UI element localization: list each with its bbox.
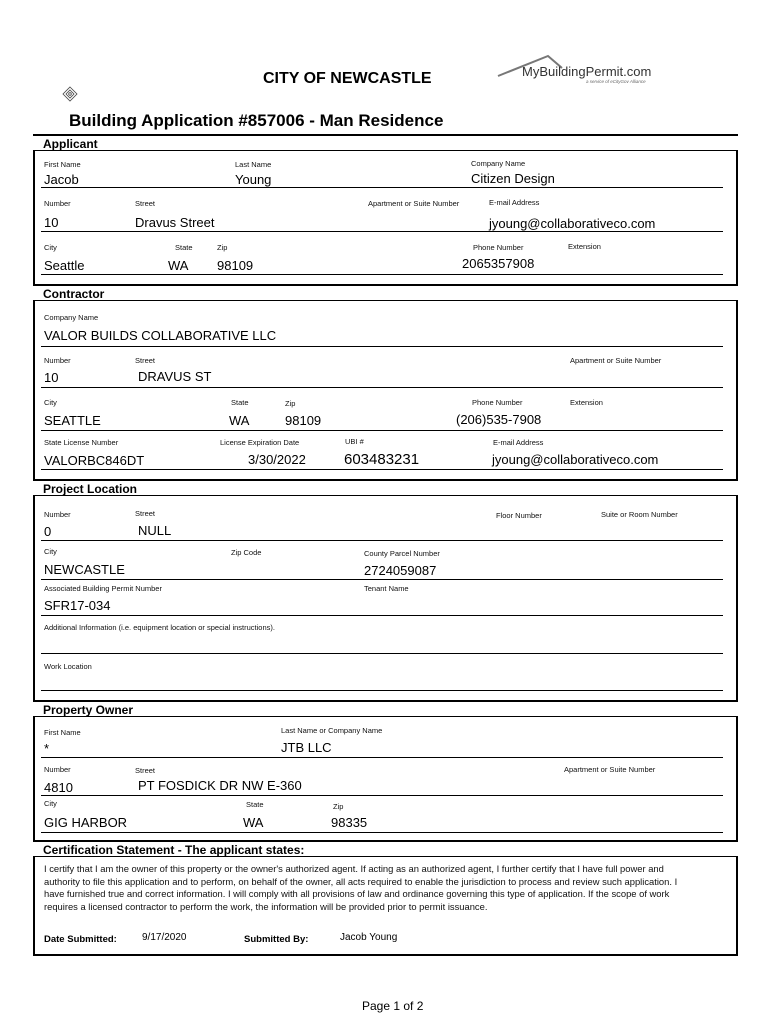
owner-last-name[interactable]: JTB LLC [281, 740, 332, 755]
applicant-phone-label: Phone Number [473, 243, 524, 252]
applicant-number-label: Number [44, 199, 71, 208]
project-permit-label: Associated Building Permit Number [44, 584, 162, 593]
owner-first-name[interactable]: * [44, 741, 50, 756]
contractor-license-label: State License Number [44, 438, 119, 447]
owner-number-label: Number [44, 765, 71, 774]
project-city-label: City [44, 547, 57, 556]
owner-street[interactable]: PT FOSDICK DR NW E-360 [138, 778, 302, 793]
contractor-state-label: State [231, 398, 249, 407]
certification-line: requires a licensed contractor to perform the work, the information will be provided prior to permit issuance. [44, 900, 488, 912]
city-seal-icon [62, 86, 78, 102]
applicant-first-name-label: First Name [44, 160, 81, 169]
owner-state[interactable]: WA [243, 815, 264, 830]
applicant-zip-label: Zip [217, 243, 228, 252]
applicant-apt-label: Apartment or Suite Number [368, 199, 460, 208]
applicant-city[interactable]: Seattle [44, 258, 85, 273]
contractor-expiration-label: License Expiration Date [220, 438, 300, 447]
contractor-email-label: E-mail Address [493, 438, 544, 447]
contractor-zip[interactable]: 98109 [285, 413, 322, 428]
contractor-state[interactable]: WA [229, 413, 250, 428]
project-city[interactable]: NEWCASTLE [44, 562, 125, 577]
page-title: Building Application #857006 - Man Residence [69, 111, 444, 130]
owner-apt-label: Apartment or Suite Number [564, 765, 656, 774]
owner-street-label: Street [135, 766, 156, 775]
owner-last-name-label: Last Name or Company Name [281, 726, 383, 735]
contractor-number-label: Number [44, 356, 71, 365]
contractor-phone-label: Phone Number [472, 398, 523, 407]
submitted-by-label: Submitted By: [244, 934, 309, 945]
project-zip-label: Zip Code [231, 548, 262, 557]
submitted-by[interactable]: Jacob Young [340, 932, 398, 943]
certification-line: I certify that I am the owner of this property or the owner's authorized agent. If acting as an authorized agent, I further certify that I have full power and [44, 863, 664, 874]
contractor-section-header: Contractor [33, 284, 738, 301]
applicant-state[interactable]: WA [168, 258, 189, 273]
logo-text: MyBuildingPermit.com [522, 64, 652, 79]
applicant-last-name[interactable]: Young [235, 172, 272, 187]
contractor-street[interactable]: DRAVUS ST [138, 369, 212, 384]
applicant-last-name-label: Last Name [235, 160, 272, 169]
project-permit[interactable]: SFR17-034 [44, 598, 111, 613]
project-work-label: Work Location [44, 662, 92, 671]
applicant-section-header: Applicant [33, 134, 738, 151]
owner-first-name-label: First Name [44, 728, 81, 737]
contractor-ubi[interactable]: 603483231 [344, 451, 420, 468]
project-tenant-label: Tenant Name [364, 584, 409, 593]
applicant-street-label: Street [135, 199, 156, 208]
project-section-header: Project Location [33, 479, 738, 496]
owner-city-label: City [44, 799, 57, 808]
contractor-city[interactable]: SEATTLE [44, 413, 101, 428]
certification-line: authority to file this application and to perform, on behalf of the owner, all acts required to enable the jurisdiction to process and review such application. I [44, 875, 678, 887]
applicant-city-label: City [44, 243, 57, 252]
mybuildingpermit-logo [488, 54, 656, 88]
contractor-apt-label: Apartment or Suite Number [570, 356, 662, 365]
page-number: Page 1 of 2 [362, 999, 424, 1013]
applicant-company[interactable]: Citizen Design [471, 171, 555, 186]
applicant-number[interactable]: 10 [44, 215, 59, 230]
contractor-number[interactable]: 10 [44, 370, 59, 385]
contractor-license[interactable]: VALORBC846DT [44, 453, 145, 468]
applicant-email[interactable]: jyoung@collaborativeco.com [489, 216, 656, 231]
owner-number[interactable]: 4810 [44, 780, 73, 795]
project-number-label: Number [44, 510, 71, 519]
project-parcel[interactable]: 2724059087 [364, 563, 437, 578]
contractor-street-label: Street [135, 356, 156, 365]
project-suite-label: Suite or Room Number [601, 510, 678, 519]
owner-state-label: State [246, 800, 264, 809]
contractor-city-label: City [44, 398, 57, 407]
project-street[interactable]: NULL [138, 523, 172, 538]
contractor-ext-label: Extension [570, 398, 603, 407]
contractor-company-label: Company Name [44, 313, 99, 322]
certification-line: have furnished true and correct information. I will comply with all provisions of law and ordinance governing this type of application. If the scope of work [44, 888, 670, 900]
project-street-label: Street [135, 509, 156, 518]
contractor-expiration[interactable]: 3/30/2022 [248, 452, 306, 467]
owner-section-header: Property Owner [33, 700, 738, 717]
date-submitted-label: Date Submitted: [44, 934, 117, 945]
project-additional-label: Additional Information (i.e. equipment location or special instructions). [44, 623, 275, 632]
certification-text [44, 863, 734, 913]
applicant-state-label: State [175, 243, 193, 252]
contractor-company[interactable]: VALOR BUILDS COLLABORATIVE LLC [44, 328, 277, 343]
contractor-phone[interactable]: (206)535-7908 [456, 412, 542, 427]
certification-section-header: Certification Statement - The applicant states: [33, 840, 738, 857]
owner-city[interactable]: GIG HARBOR [44, 815, 128, 830]
owner-zip-label: Zip [333, 802, 344, 811]
logo-tagline: a service of eCityGov Alliance [586, 79, 646, 84]
project-parcel-label: County Parcel Number [364, 549, 440, 558]
city-name: CITY OF NEWCASTLE [263, 70, 432, 87]
contractor-ubi-label: UBI # [345, 437, 364, 446]
project-number[interactable]: 0 [44, 524, 52, 539]
applicant-street[interactable]: Dravus Street [135, 215, 215, 230]
applicant-email-label: E-mail Address [489, 198, 540, 207]
contractor-email[interactable]: jyoung@collaborativeco.com [492, 452, 659, 467]
contractor-zip-label: Zip [285, 399, 296, 408]
project-floor-label: Floor Number [496, 511, 542, 520]
applicant-zip[interactable]: 98109 [217, 258, 254, 273]
applicant-company-label: Company Name [471, 159, 526, 168]
applicant-first-name[interactable]: Jacob [44, 172, 79, 187]
owner-zip[interactable]: 98335 [331, 815, 368, 830]
date-submitted[interactable]: 9/17/2020 [142, 932, 187, 943]
applicant-ext-label: Extension [568, 242, 601, 251]
applicant-phone[interactable]: 2065357908 [462, 256, 535, 271]
